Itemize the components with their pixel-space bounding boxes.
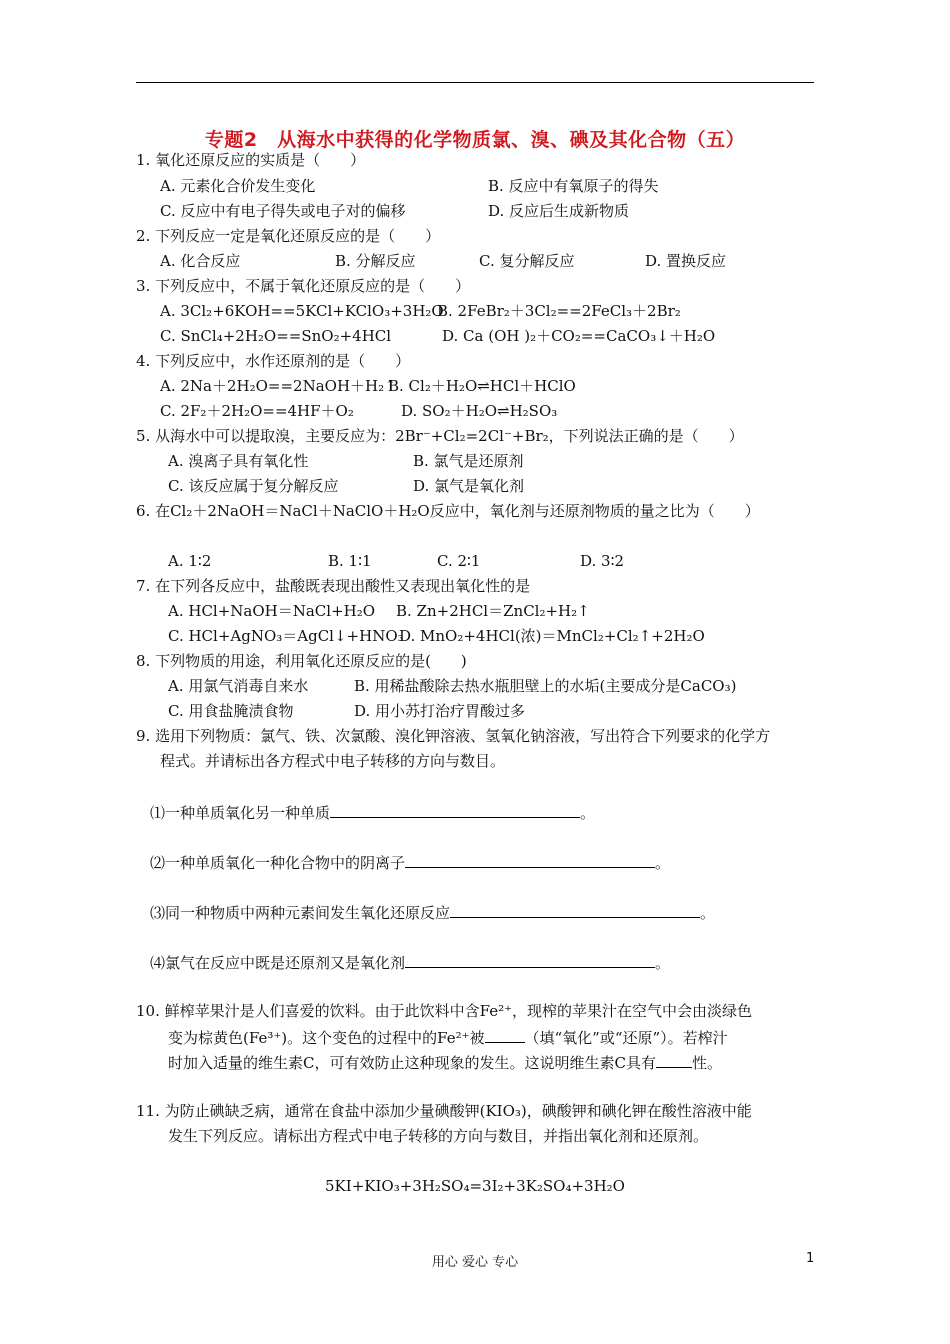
q9-part1 <box>150 801 595 823</box>
q9-part1-end: 。 <box>580 804 596 822</box>
q2-stem: 2. 下列反应一定是氧化还原反应的是（ ） <box>136 227 441 245</box>
q6-stem: 6. 在Cl₂＋2NaOH＝NaCl＋NaClO＋H₂O反应中，氧化剂与还原剂物质的量之比为（ ） <box>136 502 760 520</box>
q10-line3 <box>168 1051 722 1073</box>
q11-line1: 11. 为防止碘缺乏病，通常在食盐中添加少量碘酸钾(KIO₃)，碘酸钾和碘化钾在酸性溶液中能 <box>136 1102 752 1120</box>
q5-option-a: A. 溴离子具有氧化性 <box>168 452 309 470</box>
q10-line3-text-after: 性。 <box>691 1054 722 1072</box>
q7-option-c: C. HCl+AgNO₃＝AgCl↓+HNO₃ <box>168 627 404 645</box>
q6-option-c: C. 2∶1 <box>437 552 481 570</box>
q9-stem-line1: 9. 选用下列物质：氯气、铁、次氯酸、溴化钾溶液、氢氧化钠溶液，写出符合下列要求的化学方 <box>136 727 771 745</box>
q10-line2-text: 变为棕黄色(Fe³⁺)。这个变色的过程中的Fe²⁺被 <box>168 1029 485 1047</box>
header-rule <box>136 82 814 83</box>
q11-line2: 发生下列反应。请标出方程式中电子转移的方向与数目，并指出氧化剂和还原剂。 <box>168 1127 709 1145</box>
q9-part4-end: 。 <box>655 954 671 972</box>
q9-part3-end: 。 <box>700 904 716 922</box>
q4-option-a: A. 2Na＋2H₂O==2NaOH＋H₂↑ <box>160 377 397 395</box>
q3-stem: 3. 下列反应中，不属于氧化还原反应的是（ ） <box>136 277 471 295</box>
q5-option-d: D. 氯气是氧化剂 <box>413 477 525 495</box>
q9-part1-text: ⑴一种单质氧化另一种单质 <box>150 804 331 822</box>
q2-option-a: A. 化合反应 <box>160 252 241 270</box>
q6-option-b: B. 1∶1 <box>328 552 372 570</box>
q3-option-d: D. Ca (OH )₂＋CO₂==CaCO₃↓＋H₂O <box>442 327 716 345</box>
q10-line1: 10. 鲜榨苹果汁是人们喜爱的饮料。由于此饮料中含Fe²⁺，现榨的苹果汁在空气中会由淡绿色 <box>136 1002 753 1020</box>
q1-option-d: D. 反应后生成新物质 <box>488 202 630 220</box>
q3-option-a: A. 3Cl₂+6KOH==5KCl+KClO₃+3H₂O <box>160 302 444 320</box>
q8-option-d: D. 用小苏打治疗胃酸过多 <box>354 702 526 720</box>
q3-option-b: B. 2FeBr₂＋3Cl₂==2FeCl₃＋2Br₂ <box>437 302 681 320</box>
q7-option-b: B. Zn+2HCl＝ZnCl₂+H₂↑ <box>396 602 590 620</box>
q5-option-c: C. 该反应属于复分解反应 <box>168 477 339 495</box>
q9-part4-blank[interactable] <box>405 951 655 968</box>
q6-option-a: A. 1∶2 <box>168 552 212 570</box>
q7-option-a: A. HCl+NaOH＝NaCl+H₂O <box>168 602 376 620</box>
q1-option-c: C. 反应中有电子得失或电子对的偏移 <box>160 202 406 220</box>
q9-part4 <box>150 951 670 973</box>
q4-option-b: B. Cl₂＋H₂O⇌HCl＋HClO <box>388 377 576 395</box>
q9-part2-text: ⑵一种单质氧化一种化合物中的阴离子 <box>150 854 406 872</box>
q9-stem-line2: 程式。并请标出各方程式中电子转移的方向与数目。 <box>160 752 506 770</box>
q9-part3-text: ⑶同一种物质中两种元素间发生氧化还原反应 <box>150 904 451 922</box>
q1-stem: 1. 氧化还原反应的实质是（ ） <box>136 151 366 169</box>
q4-option-c: C. 2F₂＋2H₂O==4HF＋O₂ <box>160 402 354 420</box>
q9-part2 <box>150 851 670 873</box>
q9-part4-text: ⑷氯气在反应中既是还原剂又是氧化剂 <box>150 954 406 972</box>
q8-option-a: A. 用氯气消毒自来水 <box>168 677 309 695</box>
q10-line2 <box>168 1026 728 1048</box>
page-number: 1 <box>806 1251 815 1266</box>
q1-option-b: B. 反应中有氧原子的得失 <box>488 177 659 195</box>
q4-stem: 4. 下列反应中，水作还原剂的是（ ） <box>136 352 411 370</box>
q1-option-a: A. 元素化合价发生变化 <box>160 177 316 195</box>
q2-option-d: D. 置换反应 <box>645 252 727 270</box>
q8-option-b: B. 用稀盐酸除去热水瓶胆壁上的水垢(主要成分是CaCO₃) <box>354 677 737 695</box>
q6-option-d: D. 3∶2 <box>580 552 625 570</box>
q2-option-b: B. 分解反应 <box>335 252 416 270</box>
q2-option-c: C. 复分解反应 <box>479 252 575 270</box>
q9-part3-blank[interactable] <box>450 901 700 918</box>
q9-part2-blank[interactable] <box>405 851 655 868</box>
q5-stem: 5. 从海水中可以提取溴，主要反应为：2Br⁻+Cl₂=2Cl⁻+Br₂，下列说法正确的是（ ） <box>136 427 744 445</box>
q10-blank-1[interactable] <box>485 1026 525 1043</box>
q10-blank-2[interactable] <box>656 1051 692 1068</box>
q3-option-c: C. SnCl₄+2H₂O==SnO₂+4HCl <box>160 327 392 345</box>
footer-text: 用心 爱心 专心 <box>431 1255 519 1270</box>
q9-part1-blank[interactable] <box>330 801 580 818</box>
page-title: 专题2 从海水中获得的化学物质氯、溴、碘及其化合物（五） <box>204 129 746 151</box>
q10-line2-text-after: （填“氧化”或“还原”）。若榨汁 <box>524 1029 728 1047</box>
q4-option-d: D. SO₂＋H₂O⇌H₂SO₃ <box>401 402 558 420</box>
q11-equation: 5KI+KIO₃+3H₂SO₄=3I₂+3K₂SO₄+3H₂O <box>325 1177 625 1195</box>
q7-option-d: D. MnO₂+4HCl(浓)＝MnCl₂+Cl₂↑+2H₂O <box>399 627 705 645</box>
q8-option-c: C. 用食盐腌渍食物 <box>168 702 294 720</box>
q9-part3 <box>150 901 715 923</box>
q5-option-b: B. 氯气是还原剂 <box>413 452 524 470</box>
q7-stem: 7. 在下列各反应中，盐酸既表现出酸性又表现出氧化性的是 <box>136 577 531 595</box>
q10-line3-text: 时加入适量的维生素C，可有效防止这种现象的发生。这说明维生素C具有 <box>168 1054 656 1072</box>
q8-stem: 8. 下列物质的用途，利用氧化还原反应的是( ) <box>136 652 467 670</box>
q9-part2-end: 。 <box>655 854 671 872</box>
